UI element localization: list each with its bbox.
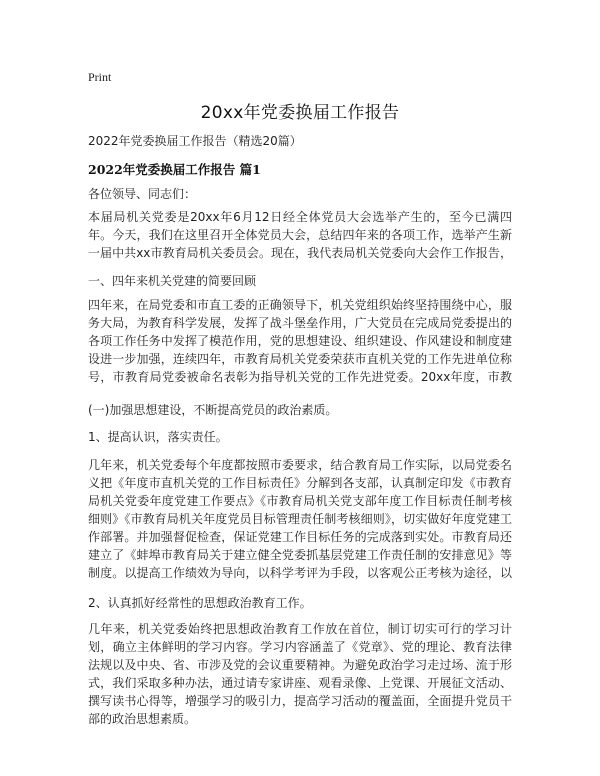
- document-title: 20xx年党委换届工作报告: [200, 103, 400, 123]
- paragraph-heading-education: 2、认真抓好经常性的思想政治教育工作。: [88, 596, 312, 610]
- paragraph-intro: 本届局机关党委是20xx年6月12日经全体党员大会选举产生的，至今已满四年。今天，我们在这里召开全体党员大会，总结四年来的各项工作，选举产生新一届中共xx市教育局机关委员会。现在，我代表局机关党委向大会作工作报告，: [88, 210, 512, 260]
- document-subtitle: 2022年党委换届工作报告（精选20篇）: [88, 134, 302, 148]
- paragraph-awareness: 几年来，机关党委每个年度都按照市委要求，结合教育局工作实际，以局党委名义把《年度市直机关党的工作目标责任》分解到各支部，认真制定印发《市教育局机关党委年度党建工作要点》《市教育局机关党支部年度工作目标责任制考核细则》《市教育局机关年度党员目标管理责任制考核细则》，切实做好年度党建工作部署。并加强督促检查，保证党建工作目标任务的完成落到实处。市教育局还建立了《蚌埠市教育局关于建立健全党委抓基层党建工作责任制的安排意见》等制度。以提高工作绩效为导向，以科学考评为手段，以客观公正考核为途径，以: [88, 458, 512, 580]
- paragraph-heading-ideology: (一)加强思想建设，不断提高党员的政治素质。: [88, 403, 338, 417]
- paragraph-greeting: 各位领导、同志们：: [88, 187, 197, 201]
- paragraph-education: 几年来，机关党委始终把思想政治教育工作放在首位，制订切实可行的学习计划，确立主体鲜明的学习内容。学习内容涵盖了《党章》、党的理论、教育法律法规以及中央、省、市涉及党的会议重要精神。为避免政治学习走过场、流于形式，我们采取多种办法，通过请专家讲座、观看录像、上党课、开展征文活动、撰写读书心得等，增强学习的吸引力，提高学习活动的覆盖面，全面提升党员干部的政治思想素质。: [88, 622, 512, 726]
- section-title: 2022年党委换届工作报告 篇1: [88, 162, 261, 177]
- paragraph-heading-awareness: 1、提高认识，落实责任。: [88, 430, 228, 444]
- paragraph-heading-review: 一、四年来机关党建的简要回顾: [88, 274, 257, 288]
- paragraph-review: 四年来，在局党委和市直工委的正确领导下，机关党组织始终坚持围绕中心，服务大局，为教育科学发展，发挥了战斗堡垒作用，广大党员在完成局党委提出的各项工作任务中发挥了模范作用，党的思想建设、组织建设、作风建设和制度建设进一步加强，连续四年，市教育局机关党委荣获市直机关党的工作先进单位称号，市教育局党委被命名表彰为指导机关党的工作先进党委。20xx年度，市教: [88, 298, 512, 384]
- print-link[interactable]: Print: [88, 70, 112, 84]
